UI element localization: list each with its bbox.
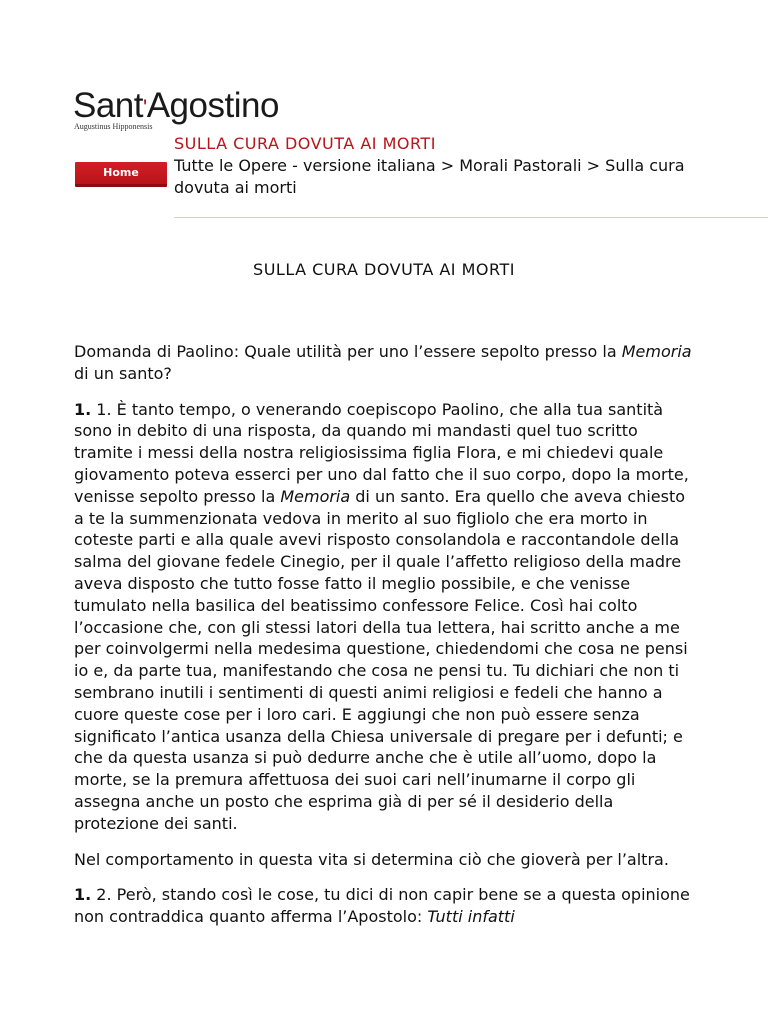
breadcrumb-separator: >	[581, 156, 606, 175]
breadcrumb-link-all-works[interactable]: Tutte le Opere - versione italiana	[174, 156, 436, 175]
breadcrumb-separator: >	[435, 156, 460, 175]
breadcrumb	[174, 155, 734, 199]
home-button[interactable]: Home	[75, 162, 167, 187]
header-divider	[174, 217, 768, 218]
logo-name-part2: Agostino	[146, 86, 279, 125]
paragraph-text: di un santo?	[74, 363, 172, 383]
document-title: SULLA CURA DOVUTA AI MORTI	[253, 260, 515, 279]
paragraph-1-2	[74, 884, 694, 928]
paragraph-text: 1. È tanto tempo, o venerando coepiscopo Paolino, che alla tua santità sono in debito di una risposta, da quando mi mandasti quel tuo scritto tramite i messi della nostra religiosissima figlia Flora, e mi chiedevi quale giovamento poteva esserci per uno dal fatto che il suo corpo, dopo la morte, venisse sepolto presso la	[74, 399, 689, 506]
paragraph-text: Domanda di Paolino: Quale utilità per uno l’essere sepolto presso la	[74, 342, 622, 361]
site-logo[interactable]	[73, 88, 279, 131]
logo-subtitle: Augustinus Hipponensis	[74, 122, 153, 131]
breadcrumb-current: Sulla cura dovuta ai morti	[174, 156, 685, 197]
italic-term: Memoria	[280, 486, 351, 506]
logo-wordmark	[73, 88, 279, 124]
paragraph-subheading: Nel comportamento in questa vita si determina ciò che gioverà per l’altra.	[74, 849, 669, 869]
section-number: 1.	[74, 399, 92, 419]
italic-term: Tutti infatti	[427, 907, 515, 927]
paragraph-text: di un santo. Era quello che aveva chiesto a te la summenzionata vedova in merito al suo figliolo che era morto in coteste parti e alla quale avevi risposto consolandola e raccontandole della salma del giovane fedele Cinegio, per il quale l’affetto religioso della madre aveva disposto che tutto fosse fatto il meglio possibile, e che venisse tumulato nella basilica del beatissimo confessore Felice. Così hai colto l’occasione che, con gli stessi latori della tua lettera, hai scritto anche a me per coinvolgermi nella medesima questione, chiedendomi che cosa ne pensi io e, da parte tua, manifestando che cosa ne pensi tu. Tu dichiari che non ti sembrano inutili i sentimenti di questi animi religiosi e fedeli che hanno a cuore queste cose per i loro cari. E aggiungi che non può essere senza significato l’antica usanza della Chiesa universale di pregare per i defunti; e che da questa usanza si può dedurre anche che è utile all’uomo, dopo la morte, se la premura affettuosa dei suoi cari nell’inumarne il corpo gli assegna anche un posto che esprima già di per sé il desiderio della protezione dei santi.	[74, 486, 688, 833]
section-number: 1.	[74, 885, 92, 905]
document-body	[74, 341, 694, 943]
page-heading: SULLA CURA DOVUTA AI MORTI	[174, 134, 436, 153]
paragraph-1-1	[74, 399, 694, 835]
logo-apostrophe: '	[143, 95, 147, 120]
paragraph-text: 2. Però, stando così le cose, tu dici di non capir bene se a questa opinione non contraddica quanto afferma l’Apostolo:	[74, 885, 690, 927]
italic-term: Memoria	[621, 342, 692, 361]
breadcrumb-link-morali-pastorali[interactable]: Morali Pastorali	[459, 156, 582, 175]
paragraph-question	[74, 341, 694, 385]
logo-name-part1: Sant	[73, 86, 143, 125]
